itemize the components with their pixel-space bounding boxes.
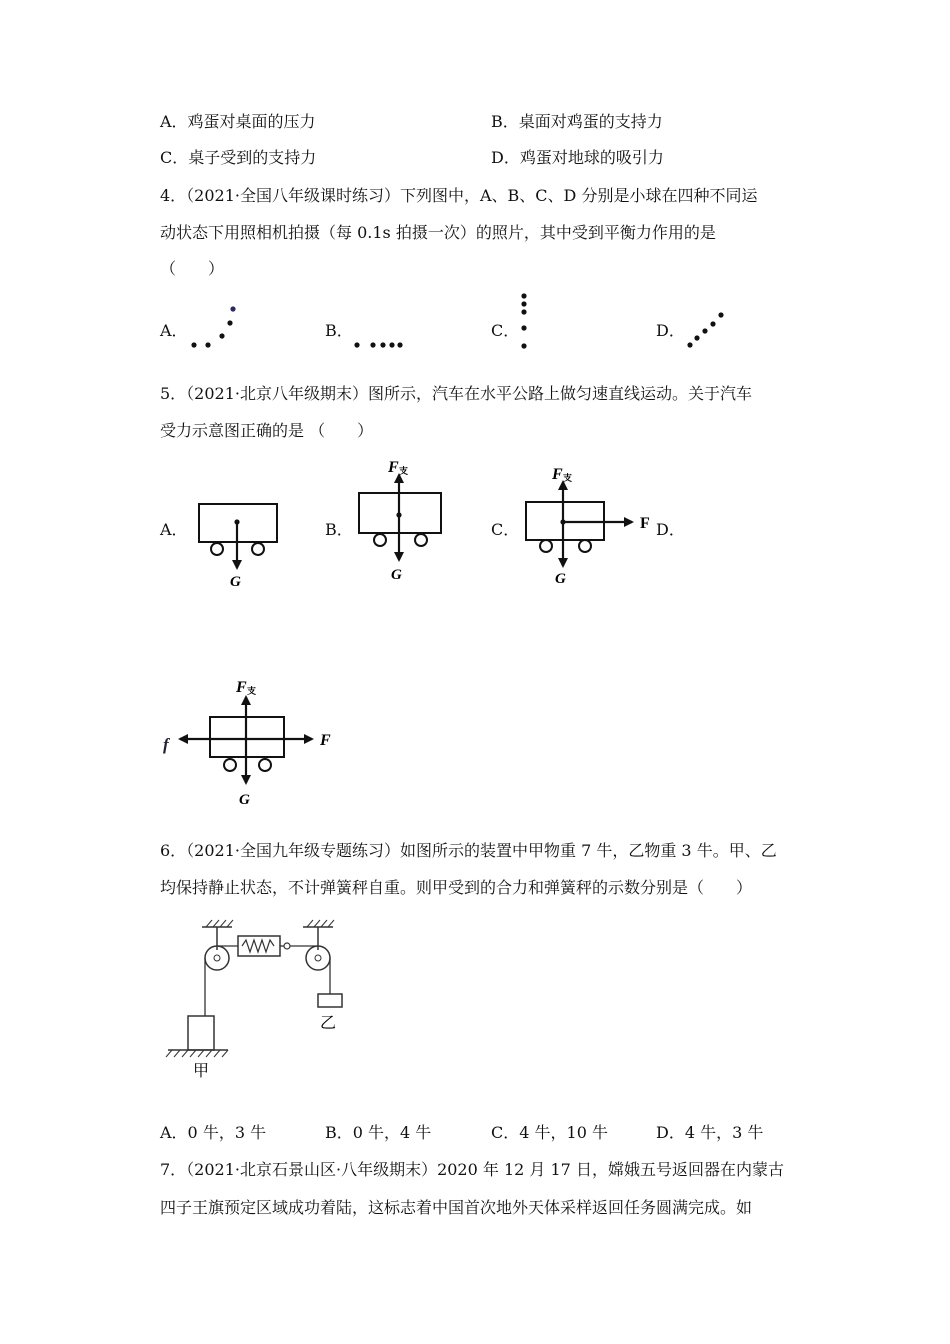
q4-stem-line1: 4．（2021·全国八年级课时练习）下列图中，A、B、C、D 分别是小球在四种不同运 (160, 186, 758, 205)
q6-option-a: A．0 牛，3 牛 (160, 1123, 267, 1142)
q6-option-b: B．0 牛，4 牛 (325, 1123, 432, 1142)
q5-stem-line2: 受力示意图正确的是 （ ） (160, 421, 374, 440)
q5d-friction-label: f (163, 735, 169, 754)
q5d-gravity-label: G (239, 792, 250, 808)
q4-figure-a (185, 300, 245, 355)
q4-label-b: B． (325, 321, 353, 340)
q4-figure-c (512, 290, 536, 355)
q5b-support-label: F (388, 459, 399, 476)
q5-label-c: C． (491, 520, 520, 539)
q4-label-a: A． (160, 321, 188, 340)
q6-pulley-figure (160, 918, 360, 1088)
q6-option-d: D．4 牛，3 牛 (656, 1123, 764, 1142)
q4-stem-line2: 动状态下用照相机拍摄（每 0.1s 拍摄一次）的照片，其中受到平衡力作用的是 (160, 223, 716, 242)
q6-stem-line2: 均保持静止状态，不计弹簧秤自重。则甲受到的合力和弹簧秤的示数分别是（ ） (160, 878, 753, 897)
q5b-support-sub: 支 (399, 466, 409, 476)
q4-label-c: C． (491, 321, 520, 340)
q4-figure-d (680, 303, 730, 353)
q3-option-b: B．桌面对鸡蛋的支持力 (491, 112, 663, 131)
q5c-gravity-label: G (555, 571, 566, 587)
q5a-gravity-label: G (230, 574, 241, 590)
q4-figure-b (350, 335, 410, 355)
q5-figure-b (355, 455, 455, 585)
q5d-traction-label: F (320, 732, 331, 749)
q5d-support-label: F (236, 679, 247, 696)
q5-label-a: A． (160, 520, 188, 539)
q5-figure-d (160, 675, 340, 810)
q4-answer-blank: （ ） (160, 259, 225, 278)
q5-stem-line1: 5．（2021·北京八年级期末）图所示，汽车在水平公路上做匀速直线运动。关于汽车 (160, 384, 752, 403)
q5d-support-sub: 支 (247, 686, 257, 696)
q5-figure-c (522, 462, 662, 587)
q5b-gravity-label: G (391, 567, 402, 583)
q5-label-d: D． (656, 520, 685, 539)
q3-option-c: C．桌子受到的支持力 (160, 148, 317, 167)
q7-stem-line1: 7．（2021·北京石景山区·八年级期末）2020 年 12 月 17 日，嫦娥五号返回器在内蒙古 (160, 1160, 784, 1179)
q5-figure-a (196, 500, 286, 590)
q6-stem-line1: 6．（2021·全国九年级专题练习）如图所示的装置中甲物重 7 牛，乙物重 3 牛。甲、乙 (160, 841, 777, 860)
q3-option-a: A．鸡蛋对桌面的压力 (160, 112, 316, 131)
q6-option-c: C．4 牛，10 牛 (491, 1123, 608, 1142)
q5c-traction-label: F (640, 515, 650, 532)
q6-yi-label: 乙 (320, 1015, 337, 1032)
q5c-support-label: F (552, 466, 563, 483)
q7-stem-line2: 四子王旗预定区域成功着陆，这标志着中国首次地外天体采样返回任务圆满完成。如 (160, 1198, 753, 1217)
q6-jia-label: 甲 (193, 1063, 210, 1080)
q5c-support-sub: 支 (563, 473, 573, 483)
q5-label-b: B． (325, 520, 353, 539)
q4-label-d: D． (656, 321, 685, 340)
q3-option-d: D．鸡蛋对地球的吸引力 (491, 148, 664, 167)
